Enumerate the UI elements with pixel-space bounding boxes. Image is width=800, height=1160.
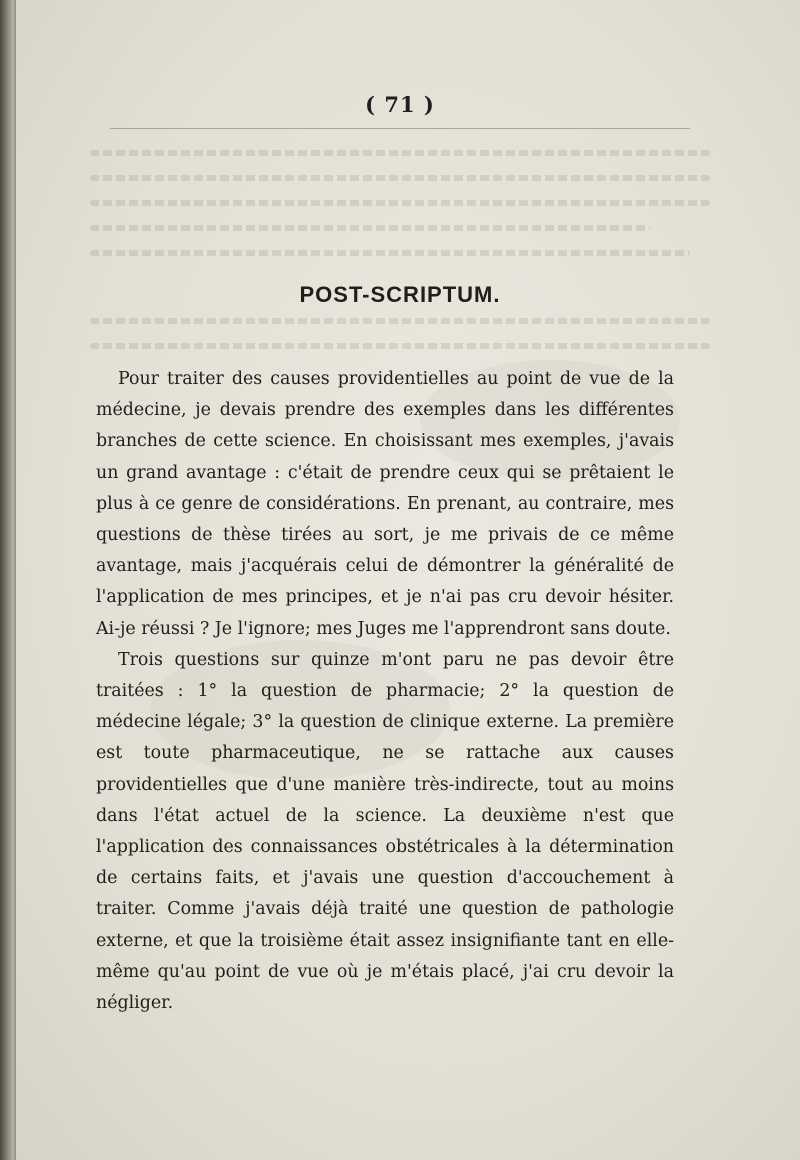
bleed-through-line bbox=[90, 150, 710, 156]
body-text bbox=[96, 364, 674, 1019]
paragraph: Trois questions sur quinze m'ont paru ne pas devoir être traitées : 1° la question de pharmacie; 2° la question de médecine légale; 3° la question de clinique externe. La première est toute pharmaceutique, ne se rattache aux causes providentielles que d'une manière très-indirecte, tout au moins dans l'état actuel de la science. La deuxième n'est que l'application des connaissances obstétricales à la détermination de certains faits, et j'avais une question d'accouchement à traiter. Comme j'avais déjà traité une question de pathologie externe, et que la troisième était assez insignifiante tant en elle-même qu'au point de vue où je m'étais placé, j'ai cru devoir la négliger. bbox=[96, 649, 674, 1014]
page-number: ( 71 ) bbox=[365, 92, 435, 117]
header-rule bbox=[110, 128, 690, 129]
bleed-through-line bbox=[90, 200, 710, 206]
section-title: POST-SCRIPTUM. bbox=[299, 282, 501, 307]
paragraph: Pour traiter des causes providentielles au point de vue de la médecine, je devais prendre des exemples dans les différentes branches de cette science. En choisissant mes exemples, j'avais un grand avantage : c'était de prendre ceux qui se prêtaient le plus à ce genre de considérations. En prenant, au contraire, mes questions de thèse tirées au sort, je me privais de ce même avantage, mais j'acquérais celui de démontrer la généralité de l'application de mes principes, et je n'ai pas cru devoir hésiter. Ai-je réussi ? Je l'ignore; mes Juges me l'apprendront sans doute. bbox=[96, 369, 674, 639]
bleed-through-line bbox=[90, 175, 710, 181]
book-spine bbox=[0, 0, 14, 1160]
spine-edge bbox=[14, 0, 16, 1160]
bleed-through-line bbox=[90, 343, 710, 349]
bleed-through-line bbox=[90, 225, 650, 231]
bleed-through-line bbox=[90, 318, 710, 324]
bleed-through-line bbox=[90, 250, 690, 256]
